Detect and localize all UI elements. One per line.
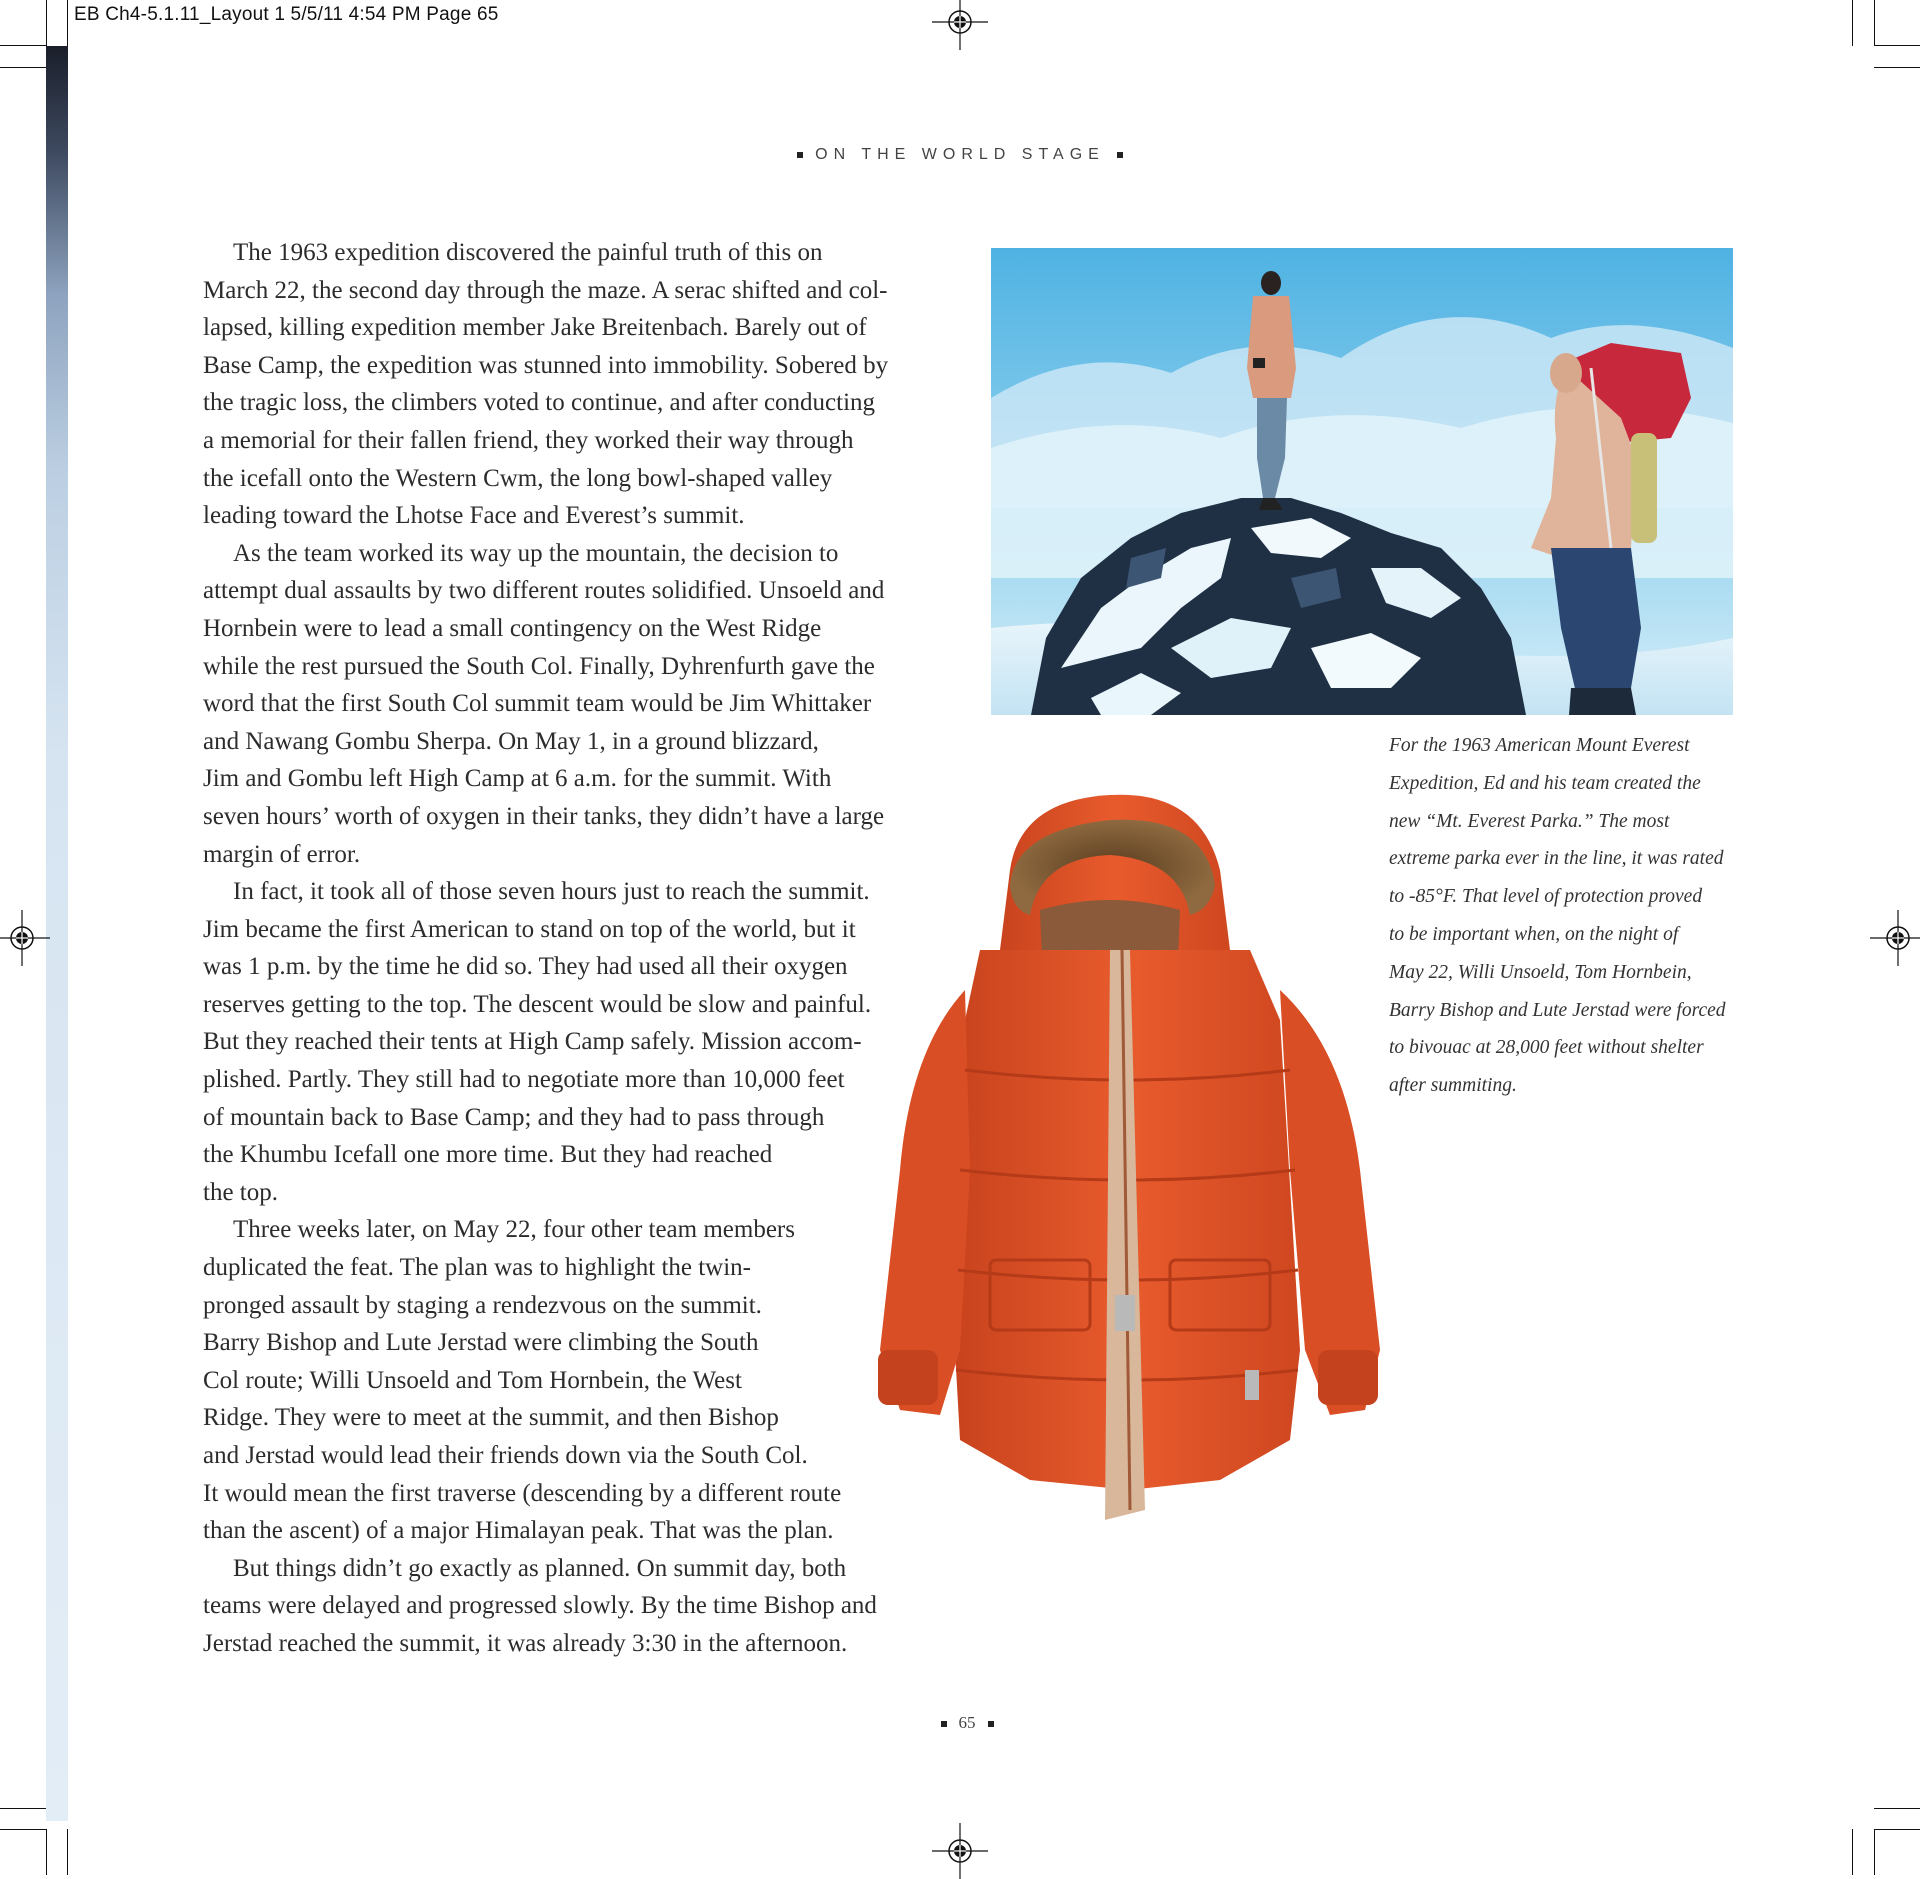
- caption-line: May 22, Willi Unsoeld, Tom Hornbein,: [1389, 961, 1692, 983]
- body-paragraph: [203, 234, 943, 535]
- text-line: March 22, the second day through the maze. A serac shifted and col-: [203, 276, 888, 304]
- body-paragraph: [203, 1211, 943, 1549]
- body-paragraph: [203, 873, 943, 1211]
- page-folio: [0, 1713, 1920, 1733]
- text-line: leading toward the Lhotse Face and Everest’s summit.: [203, 502, 745, 530]
- text-line: In fact, it took all of those seven hours just to reach the summit.: [233, 878, 870, 906]
- running-head-text: ON THE WORLD STAGE: [815, 146, 1105, 163]
- crop-mark: [1874, 0, 1875, 46]
- crop-mark: [46, 0, 47, 46]
- text-line: Jim became the first American to stand on top of the world, but it: [203, 915, 856, 943]
- text-line: But they reached their tents at High Camp safely. Mission accom-: [203, 1028, 862, 1056]
- text-line: and Nawang Gombu Sherpa. On May 1, in a ground blizzard,: [203, 727, 819, 755]
- text-line: while the rest pursued the South Col. Finally, Dyhrenfurth gave the: [203, 652, 875, 680]
- text-line: the top.: [203, 1178, 278, 1206]
- everest-parka-photo: [860, 790, 1395, 1535]
- body-paragraph: [203, 1550, 943, 1663]
- caption-line: new “Mt. Everest Parka.” The most: [1389, 810, 1670, 832]
- text-line: and Jerstad would lead their friends down via the South Col.: [203, 1442, 808, 1469]
- text-line: reserves getting to the top. The descent would be slow and painful.: [203, 990, 872, 1018]
- registration-mark-icon: [1870, 910, 1920, 966]
- caption-line: For the 1963 American Mount Everest: [1389, 735, 1690, 756]
- caption-line: to be important when, on the night of: [1389, 923, 1679, 945]
- crop-mark: [0, 67, 46, 68]
- text-line: Jerstad reached the summit, it was already 3:30 in the afternoon.: [203, 1629, 848, 1657]
- crop-mark: [1852, 0, 1853, 46]
- text-line: As the team worked its way up the mountain, the decision to: [233, 539, 839, 567]
- text-line: Col route; Willi Unsoeld and Tom Hornbein, the West: [203, 1366, 742, 1394]
- text-line: plished. Partly. They still had to negotiate more than 10,000 feet: [203, 1066, 845, 1094]
- text-line: Jim and Gombu left High Camp at 6 a.m. for the summit. With: [203, 765, 832, 793]
- crop-mark: [1874, 45, 1920, 46]
- text-line: the Khumbu Icefall one more time. But they had reached: [203, 1141, 773, 1169]
- text-line: was 1 p.m. by the time he did so. They had used all their oxygen: [203, 953, 848, 981]
- crop-mark: [1874, 67, 1920, 68]
- caption-line: after summiting.: [1389, 1075, 1517, 1097]
- caption-line: to bivouac at 28,000 feet without shelter: [1389, 1037, 1704, 1059]
- text-line: attempt dual assaults by two different routes solidified. Unsoeld and: [203, 577, 885, 605]
- crop-mark: [0, 45, 46, 46]
- photo-caption: [1389, 727, 1749, 1105]
- text-line: seven hours’ worth of oxygen in their tanks, they didn’t have a large: [203, 802, 885, 830]
- text-line: It would mean the first traverse (descending by a different route: [203, 1479, 842, 1507]
- registration-mark-icon: [932, 1823, 988, 1879]
- text-line: duplicated the feat. The plan was to highlight the twin-: [203, 1254, 752, 1282]
- text-line: word that the first South Col summit team would be Jim Whittaker: [203, 690, 872, 718]
- crop-mark: [67, 1829, 68, 1875]
- text-line: the tragic loss, the climbers voted to continue, and after conducting: [203, 389, 876, 417]
- crop-mark: [0, 1808, 46, 1809]
- crop-mark: [1874, 1829, 1875, 1875]
- body-text: [203, 234, 943, 1663]
- text-line: the icefall onto the Western Cwm, the long bowl-shaped valley: [203, 464, 833, 492]
- bullet-square-icon: [941, 1721, 947, 1727]
- registration-mark-icon: [932, 0, 988, 50]
- text-line: But things didn’t go exactly as planned. On summit day, both: [233, 1554, 847, 1582]
- text-line: Three weeks later, on May 22, four other team members: [233, 1216, 795, 1244]
- running-head: [0, 146, 1920, 164]
- text-line: than the ascent) of a major Himalayan peak. That was the plan.: [203, 1517, 834, 1545]
- slug-line: EB Ch4-5.1.11_Layout 1 5/5/11 4:54 PM Page 65: [74, 4, 499, 25]
- crop-mark: [1874, 1808, 1920, 1809]
- crop-mark: [1852, 1829, 1853, 1875]
- crop-mark: [46, 1829, 47, 1875]
- text-line: pronged assault by staging a rendezvous on the summit.: [203, 1291, 762, 1319]
- body-paragraph: [203, 535, 943, 873]
- caption-line: to -85°F. That level of protection proved: [1389, 886, 1703, 908]
- text-line: The 1963 expedition discovered the painful truth of this on: [233, 239, 823, 266]
- bullet-square-icon: [1117, 152, 1123, 158]
- crop-mark: [1874, 1829, 1920, 1830]
- text-line: lapsed, killing expedition member Jake Breitenbach. Barely out of: [203, 314, 867, 342]
- caption-line: extreme parka ever in the line, it was rated: [1389, 848, 1724, 870]
- registration-mark-icon: [0, 910, 50, 966]
- text-line: Ridge. They were to meet at the summit, and then Bishop: [203, 1404, 779, 1432]
- page-number: 65: [958, 1713, 976, 1732]
- bullet-square-icon: [797, 152, 803, 158]
- crop-mark: [0, 1829, 46, 1830]
- text-line: of mountain back to Base Camp; and they had to pass through: [203, 1103, 825, 1131]
- text-line: Base Camp, the expedition was stunned into immobility. Sobered by: [203, 351, 889, 379]
- text-line: margin of error.: [203, 840, 361, 868]
- text-line: Barry Bishop and Lute Jerstad were climbing the South: [203, 1329, 759, 1357]
- crop-mark: [67, 0, 68, 46]
- text-line: teams were delayed and progressed slowly. By the time Bishop and: [203, 1592, 877, 1620]
- text-line: Hornbein were to lead a small contingency on the West Ridge: [203, 614, 822, 642]
- bullet-square-icon: [988, 1721, 994, 1727]
- summit-climbers-photo: [991, 248, 1733, 715]
- caption-line: Expedition, Ed and his team created the: [1389, 772, 1701, 794]
- caption-line: Barry Bishop and Lute Jerstad were forced: [1389, 999, 1726, 1021]
- text-line: a memorial for their fallen friend, they worked their way through: [203, 426, 854, 454]
